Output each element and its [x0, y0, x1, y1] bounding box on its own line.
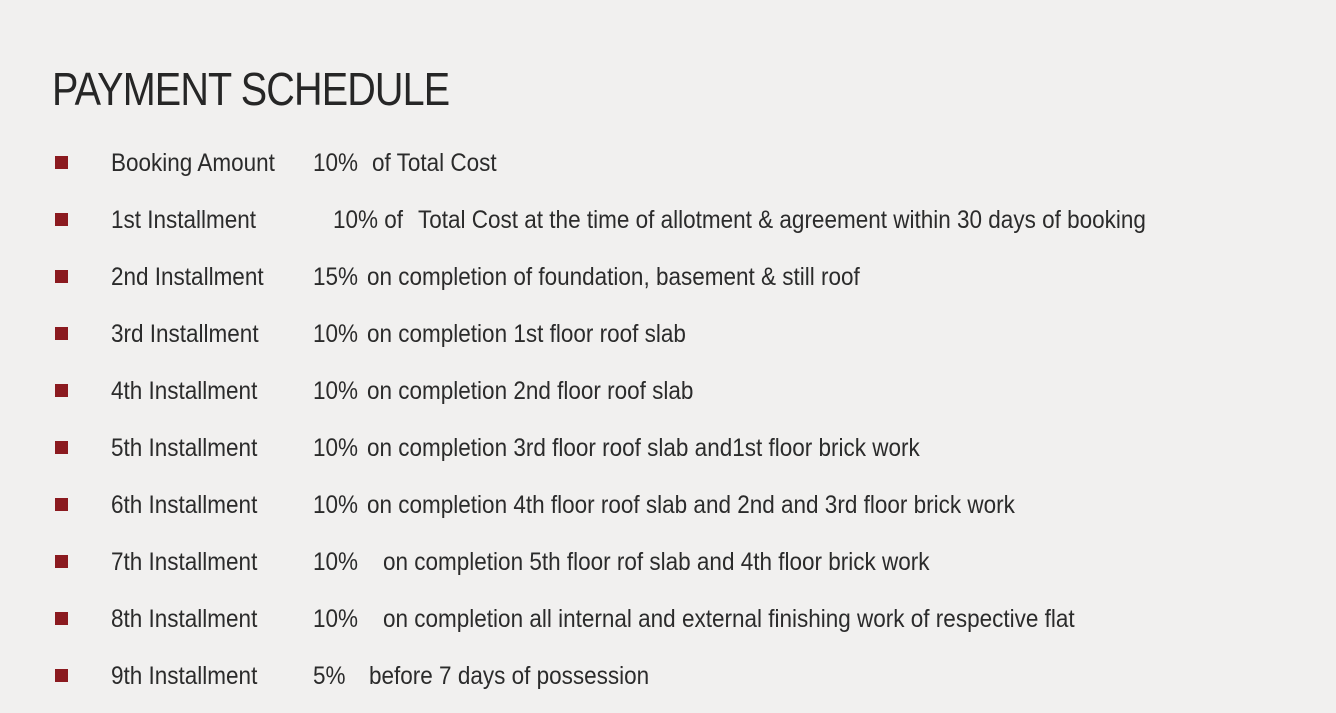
square-bullet-icon: [55, 441, 68, 454]
list-item: [0, 432, 1336, 464]
installment-percent: 10% of: [333, 206, 404, 234]
list-item: [0, 204, 1336, 236]
installment-description: Total Cost at the time of allotment & agreement within 30 days of booking: [418, 206, 1146, 234]
installment-description: of Total Cost: [372, 149, 497, 177]
installment-percent: 10%: [313, 434, 359, 462]
installment-label: 2nd Installment: [111, 263, 264, 291]
installment-label: 4th Installment: [111, 377, 258, 405]
square-bullet-icon: [55, 156, 68, 169]
installment-percent: 5%: [313, 662, 346, 690]
installment-label: 8th Installment: [111, 605, 258, 633]
installment-label: 3rd Installment: [111, 320, 259, 348]
list-item: [0, 489, 1336, 521]
square-bullet-icon: [55, 213, 68, 226]
installment-description: on completion 1st floor roof slab: [367, 320, 686, 348]
installment-description: on completion 5th floor rof slab and 4th floor brick work: [383, 548, 930, 576]
page-title: PAYMENT SCHEDULE: [52, 63, 450, 115]
square-bullet-icon: [55, 612, 68, 625]
square-bullet-icon: [55, 270, 68, 283]
installment-label: 6th Installment: [111, 491, 258, 519]
list-item: [0, 147, 1336, 179]
square-bullet-icon: [55, 498, 68, 511]
square-bullet-icon: [55, 555, 68, 568]
square-bullet-icon: [55, 669, 68, 682]
installment-percent: 10%: [313, 605, 359, 633]
installment-label: 9th Installment: [111, 662, 258, 690]
installment-label: 5th Installment: [111, 434, 258, 462]
installment-percent: 10%: [313, 149, 359, 177]
installment-percent: 10%: [313, 377, 359, 405]
installment-percent: 15%: [313, 263, 359, 291]
list-item: [0, 375, 1336, 407]
list-item: [0, 261, 1336, 293]
installment-description: on completion all internal and external finishing work of respective flat: [383, 605, 1075, 633]
list-item: [0, 603, 1336, 635]
installment-description: on completion 4th floor roof slab and 2nd and 3rd floor brick work: [367, 491, 1015, 519]
installment-label: 7th Installment: [111, 548, 258, 576]
installment-description: on completion 3rd floor roof slab and1st floor brick work: [367, 434, 920, 462]
list-item: [0, 546, 1336, 578]
square-bullet-icon: [55, 384, 68, 397]
installment-description: on completion 2nd floor roof slab: [367, 377, 694, 405]
installment-percent: 10%: [313, 491, 359, 519]
list-item: [0, 660, 1336, 692]
installment-percent: 10%: [313, 548, 359, 576]
installment-label: 1st Installment: [111, 206, 257, 234]
square-bullet-icon: [55, 327, 68, 340]
installment-description: before 7 days of possession: [369, 662, 650, 690]
installment-percent: 10%: [313, 320, 359, 348]
list-item: [0, 318, 1336, 350]
installment-label: Booking Amount: [111, 149, 275, 177]
installment-description: on completion of foundation, basement & still roof: [367, 263, 860, 291]
